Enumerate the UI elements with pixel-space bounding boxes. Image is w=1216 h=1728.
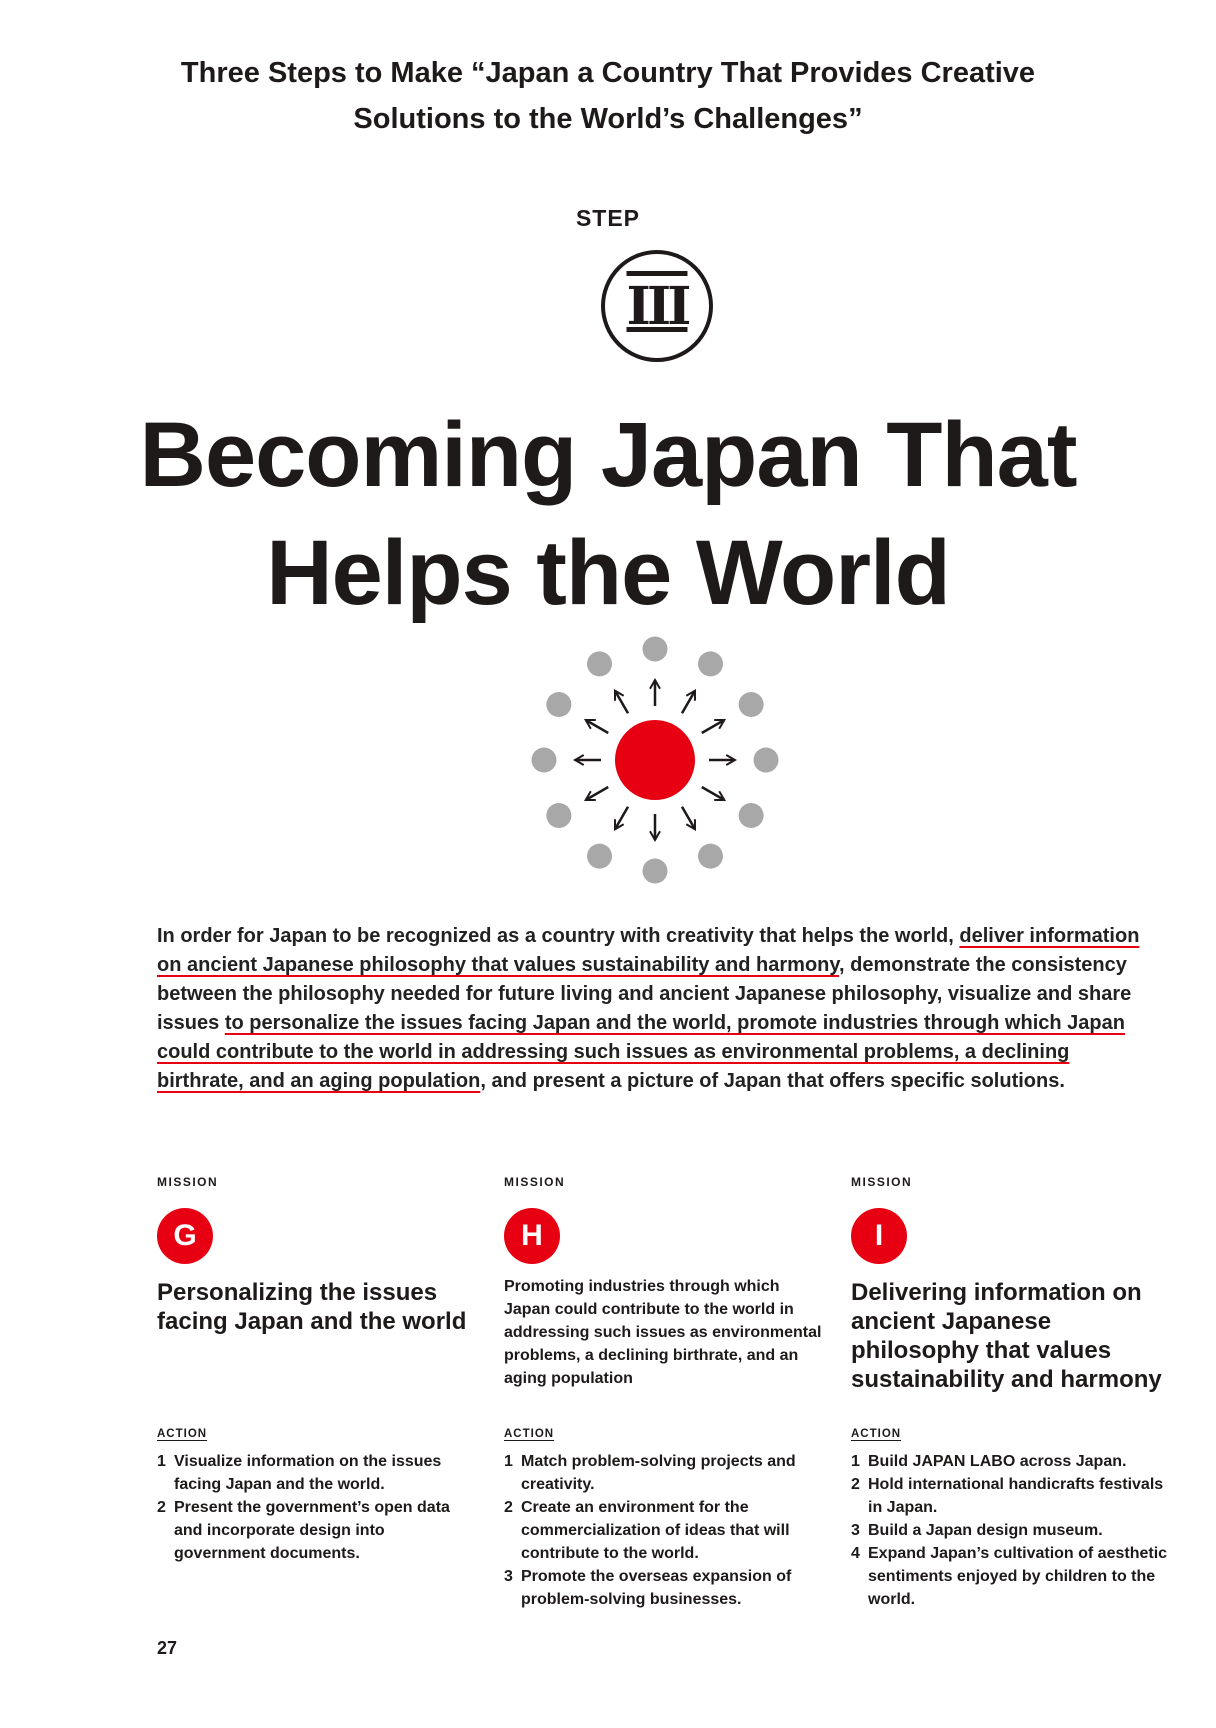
action-label: ACTION bbox=[851, 1428, 902, 1440]
mission-letter-badge: I bbox=[851, 1208, 907, 1264]
action-number: 4 bbox=[851, 1545, 860, 1562]
outer-dot-icon bbox=[698, 844, 723, 869]
mission-h-column bbox=[504, 1175, 824, 1611]
action-number: 1 bbox=[504, 1453, 513, 1470]
intro-text-3: , and present a picture of Japan that offers specific solutions. bbox=[480, 1070, 1065, 1092]
action-number: 3 bbox=[504, 1568, 513, 1585]
arrow-icon bbox=[702, 787, 725, 800]
action-label: ACTION bbox=[504, 1428, 555, 1440]
action-text: Hold international handicrafts festivals in Japan. bbox=[868, 1476, 1164, 1516]
mission-letter-badge: H bbox=[504, 1208, 560, 1264]
action-number: 2 bbox=[851, 1476, 860, 1493]
action-number: 3 bbox=[851, 1522, 860, 1539]
arrow-icon bbox=[586, 787, 609, 800]
outer-dot-icon bbox=[698, 651, 723, 676]
action-item bbox=[504, 1565, 824, 1611]
step-number-badge bbox=[601, 250, 713, 362]
action-number: 1 bbox=[157, 1453, 166, 1470]
action-item bbox=[851, 1519, 1181, 1542]
arrow-icon bbox=[615, 807, 628, 830]
outer-dot-icon bbox=[587, 651, 612, 676]
outer-dot-icon bbox=[546, 803, 571, 828]
header-line-1: Three Steps to Make “Japan a Country That Provides Creative bbox=[180, 57, 1036, 89]
action-list bbox=[504, 1450, 824, 1611]
action-number: 1 bbox=[851, 1453, 860, 1470]
center-sun-icon bbox=[615, 720, 695, 800]
action-item bbox=[851, 1473, 1181, 1519]
outer-dot-icon bbox=[739, 692, 764, 717]
action-text: Visualize information on the issues facing Japan and the world. bbox=[174, 1453, 442, 1493]
mission-title: Personalizing the issues facing Japan and the world bbox=[157, 1279, 467, 1335]
intro-text-1: In order for Japan to be recognized as a country with creativity that helps the world, bbox=[157, 925, 960, 947]
outer-dot-icon bbox=[643, 859, 668, 884]
mission-g-column bbox=[157, 1175, 477, 1565]
intro-highlight-2: to personalize the issues facing Japan and the world, promote industries through which Japan could contribute to the world in addressing such issues as environmental problems, a declining birthrate, and an aging population bbox=[157, 1012, 1125, 1092]
arrow-icon bbox=[682, 807, 695, 830]
title-line-1: Becoming Japan That bbox=[139, 404, 1077, 506]
action-list bbox=[851, 1450, 1181, 1611]
step-label: STEP bbox=[575, 205, 641, 231]
action-item bbox=[157, 1496, 477, 1565]
action-text: Match problem-solving projects and creativity. bbox=[521, 1453, 796, 1493]
mission-title: Promoting industries through which Japan could contribute to the world in addressing such issues as environmental problems, a declining birthrate, and an aging population bbox=[504, 1278, 822, 1387]
mission-label: MISSION bbox=[504, 1175, 566, 1189]
action-text: Create an environment for the commercialization of ideas that will contribute to the world. bbox=[521, 1499, 790, 1562]
mission-i-column bbox=[851, 1175, 1181, 1611]
action-number: 2 bbox=[504, 1499, 513, 1516]
arrow-icon bbox=[615, 691, 628, 714]
action-text: Build a Japan design museum. bbox=[868, 1522, 1103, 1539]
outer-dot-icon bbox=[754, 748, 779, 773]
outer-dot-icon bbox=[739, 803, 764, 828]
action-list bbox=[157, 1450, 477, 1565]
action-label: ACTION bbox=[157, 1428, 208, 1440]
arrow-icon bbox=[702, 720, 725, 733]
arrow-icon bbox=[586, 720, 609, 733]
action-text: Present the government’s open data and incorporate design into government documents. bbox=[174, 1499, 450, 1562]
intro-text-2: , demonstrate the consistency between the philosophy needed for future living and ancient Japanese philosophy, visualize and share issues bbox=[157, 954, 1132, 1034]
page-title bbox=[0, 396, 1216, 632]
action-text: Build JAPAN LABO across Japan. bbox=[868, 1453, 1127, 1470]
intro-paragraph bbox=[157, 922, 1157, 1096]
mission-label: MISSION bbox=[851, 1175, 913, 1189]
header-line-2: Solutions to the World’s Challenges” bbox=[353, 103, 863, 135]
step-numeral: III bbox=[626, 275, 688, 337]
document-header bbox=[0, 50, 1216, 142]
outer-dot-icon bbox=[587, 844, 612, 869]
radiating-sun-diagram bbox=[530, 635, 780, 885]
mission-title: Delivering information on ancient Japanese philosophy that values sustainability and harmony bbox=[851, 1279, 1162, 1393]
outer-dot-icon bbox=[643, 637, 668, 662]
outer-dot-icon bbox=[546, 692, 571, 717]
action-number: 2 bbox=[157, 1499, 166, 1516]
title-line-2: Helps the World bbox=[266, 522, 950, 624]
action-text: Expand Japan’s cultivation of aesthetic sentiments enjoyed by children to the world. bbox=[868, 1545, 1168, 1608]
mission-label: MISSION bbox=[157, 1175, 219, 1189]
arrow-icon bbox=[682, 691, 695, 714]
action-item bbox=[504, 1450, 824, 1496]
outer-dot-icon bbox=[532, 748, 557, 773]
page-number: 27 bbox=[157, 1638, 178, 1658]
action-item bbox=[504, 1496, 824, 1565]
action-text: Promote the overseas expansion of problem-solving businesses. bbox=[521, 1568, 792, 1608]
intro-highlight-1: deliver information on ancient Japanese philosophy that values sustainability and harmony bbox=[157, 925, 1140, 976]
action-item bbox=[157, 1450, 477, 1496]
mission-letter-badge: G bbox=[157, 1208, 213, 1264]
action-item bbox=[851, 1542, 1181, 1611]
action-item bbox=[851, 1450, 1181, 1473]
